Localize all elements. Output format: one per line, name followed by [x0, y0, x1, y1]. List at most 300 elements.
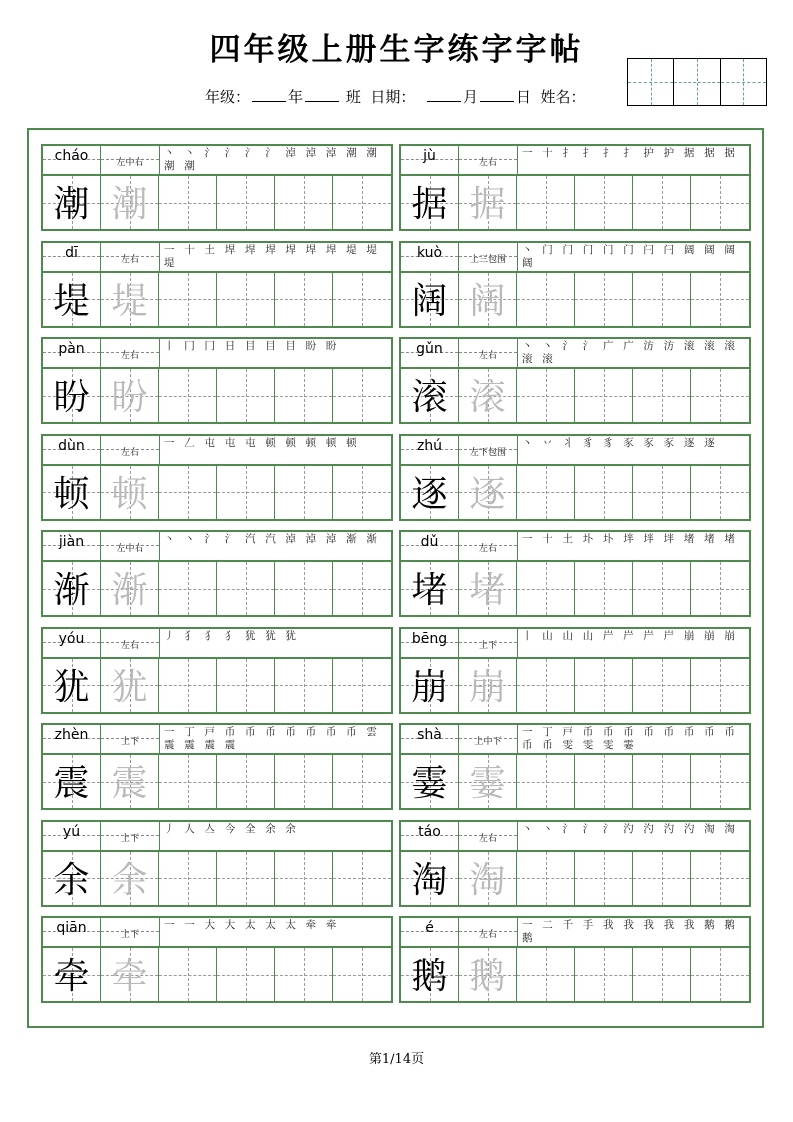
practice-cell[interactable] [275, 273, 333, 326]
trace-cell [101, 176, 159, 229]
practice-cell[interactable] [633, 852, 691, 905]
model-character: 堵 [411, 570, 448, 611]
name-cell[interactable] [721, 59, 766, 105]
structure-cell [459, 436, 518, 464]
practice-cell[interactable] [159, 659, 217, 712]
name-cell[interactable] [628, 59, 674, 105]
trace-cell [101, 948, 159, 1001]
structure-text: 左右 [478, 158, 497, 168]
pinyin-text: dǔ [420, 534, 439, 550]
writing-grid [399, 657, 751, 714]
writing-grid [399, 271, 751, 328]
practice-cell[interactable] [159, 948, 217, 1001]
stroke-order-cell [160, 532, 391, 560]
writing-grid [41, 850, 393, 907]
pinyin-text: kuò [416, 244, 443, 261]
practice-cell[interactable] [575, 273, 633, 326]
practice-cell[interactable] [333, 755, 391, 808]
structure-text: 左中右 [116, 158, 144, 168]
practice-cell[interactable] [575, 659, 633, 712]
practice-cell[interactable] [517, 176, 575, 229]
stroke-order-text: 丶 丶 氵 氵 氵 氵 淖 淖 淖 潮 潮 潮 潮 [164, 147, 381, 172]
practice-cell[interactable] [575, 755, 633, 808]
block-header [41, 241, 393, 271]
structure-text: 左右 [478, 544, 497, 554]
practice-cell[interactable] [633, 562, 691, 615]
day-label: 日 [515, 88, 531, 106]
character-block [399, 530, 751, 617]
practice-cell[interactable] [217, 562, 275, 615]
practice-cell[interactable] [691, 659, 749, 712]
pinyin-text: qiān [56, 920, 87, 936]
model-character: 阔 [411, 280, 448, 322]
block-header [399, 144, 751, 174]
practice-cell[interactable] [517, 369, 575, 422]
trace-character: 滚 [469, 377, 506, 418]
year-label: 年 [288, 88, 304, 106]
pinyin-cell [43, 629, 101, 657]
character-block [399, 241, 751, 328]
practice-cell[interactable] [633, 755, 691, 808]
practice-cell[interactable] [517, 948, 575, 1001]
stroke-order-cell [518, 822, 749, 850]
pinyin-cell [401, 532, 459, 560]
trace-character: 顿 [111, 473, 148, 515]
trace-cell [459, 852, 517, 905]
stroke-order-text: 丶 丶 氵 氵 汽 汽 淖 淖 淖 渐 渐 [164, 533, 381, 545]
pinyin-cell [401, 725, 459, 753]
structure-cell [459, 725, 518, 753]
writing-grid [41, 753, 393, 810]
practice-cell[interactable] [275, 948, 333, 1001]
writing-grid [41, 271, 393, 328]
writing-grid [399, 850, 751, 907]
character-block [399, 723, 751, 810]
stroke-order-cell [518, 629, 749, 657]
writing-grid [41, 367, 393, 424]
block-header [41, 144, 393, 174]
practice-cell[interactable] [691, 369, 749, 422]
pinyin-cell [401, 436, 459, 464]
structure-cell [459, 629, 518, 657]
pinyin-cell [401, 629, 459, 657]
writing-grid [41, 174, 393, 231]
practice-cell[interactable] [159, 562, 217, 615]
practice-cell[interactable] [217, 273, 275, 326]
structure-cell [459, 918, 518, 946]
practice-cell[interactable] [275, 466, 333, 519]
stroke-order-text: 丿 人 亼 今 全 余 余 [164, 822, 300, 835]
practice-cell[interactable] [217, 466, 275, 519]
name-writing-box[interactable] [627, 58, 767, 106]
block-header [399, 530, 751, 560]
pinyin-cell [401, 918, 459, 946]
practice-cell[interactable] [159, 273, 217, 326]
model-character: 霎 [411, 763, 448, 804]
trace-character: 余 [111, 859, 148, 901]
model-character: 渐 [53, 570, 90, 611]
model-cell [43, 369, 101, 422]
practice-cell[interactable] [691, 273, 749, 326]
model-cell [401, 659, 459, 712]
character-block [41, 820, 393, 907]
pinyin-text: táo [418, 823, 441, 840]
pinyin-text: pàn [58, 341, 85, 357]
practice-cell[interactable] [333, 562, 391, 615]
structure-cell [459, 822, 518, 850]
structure-cell [101, 725, 160, 753]
trace-character: 震 [111, 763, 148, 804]
stroke-order-text: 丶 丶 氵 氵 广 广 汸 汸 滚 滚 滚 滚 滚 [522, 340, 739, 365]
practice-cell[interactable] [691, 562, 749, 615]
model-cell [401, 466, 459, 519]
trace-cell [459, 659, 517, 712]
practice-cell[interactable] [517, 659, 575, 712]
structure-text: 左右 [478, 930, 497, 940]
structure-text: 左中右 [116, 544, 144, 554]
practice-cell[interactable] [633, 948, 691, 1001]
structure-text: 上三包围 [469, 254, 506, 265]
pinyin-text: cháo [54, 148, 89, 164]
pinyin-cell [43, 822, 101, 850]
pinyin-cell [43, 243, 101, 271]
model-character: 堤 [53, 280, 90, 322]
pinyin-text: yóu [58, 630, 85, 647]
trace-character: 犹 [111, 666, 148, 708]
stroke-order-text: 一 十 土 垾 垾 垾 垾 垾 垾 堤 堤 堤 [164, 243, 381, 269]
pinyin-text: dī [65, 244, 78, 261]
practice-cell[interactable] [633, 176, 691, 229]
name-label: 姓名： [540, 88, 586, 106]
writing-grid [399, 174, 751, 231]
structure-text: 左右 [478, 351, 497, 361]
trace-character: 盼 [111, 377, 148, 418]
practice-cell[interactable] [517, 562, 575, 615]
practice-cell[interactable] [333, 948, 391, 1001]
stroke-order-text: 一 丁 戸 币 币 币 币 币 币 币 雲 震 震 震 震 [164, 726, 381, 751]
practice-cell[interactable] [575, 176, 633, 229]
structure-text: 上下 [478, 640, 497, 651]
class-blank[interactable] [305, 89, 339, 102]
practice-cell[interactable] [691, 176, 749, 229]
block-header [399, 627, 751, 657]
stroke-order-cell [518, 918, 749, 946]
page-number: 第1/14页 [368, 1052, 425, 1067]
month-label: 月 [462, 88, 478, 106]
stroke-order-cell [160, 629, 391, 657]
practice-cell[interactable] [691, 852, 749, 905]
model-character: 顿 [53, 473, 90, 515]
character-block [41, 627, 393, 714]
stroke-order-text: 丶 丶 氵 氵 氵 汋 汋 汋 汋 淘 淘 [522, 822, 739, 835]
character-block [399, 144, 751, 231]
writing-grid [399, 367, 751, 424]
character-block [41, 337, 393, 424]
practice-cell[interactable] [217, 755, 275, 808]
block-header [41, 916, 393, 946]
writing-grid [399, 464, 751, 521]
writing-grid [399, 946, 751, 1003]
trace-cell [459, 273, 517, 326]
left-column [41, 144, 393, 1013]
model-cell [401, 562, 459, 615]
practice-cell[interactable] [517, 466, 575, 519]
pinyin-cell [43, 436, 101, 464]
practice-cell[interactable] [159, 466, 217, 519]
practice-cell[interactable] [333, 466, 391, 519]
pinyin-text: jù [423, 148, 436, 164]
writing-grid [41, 946, 393, 1003]
trace-character: 霎 [469, 763, 506, 804]
stroke-order-cell [160, 339, 391, 367]
character-block [41, 530, 393, 617]
pinyin-text: dùn [58, 437, 85, 454]
model-character: 鹅 [411, 956, 448, 997]
pinyin-cell [43, 918, 101, 946]
month-blank[interactable] [427, 89, 461, 102]
model-cell [401, 755, 459, 808]
practice-cell[interactable] [691, 948, 749, 1001]
pinyin-cell [43, 146, 101, 174]
character-block [41, 144, 393, 231]
model-cell [43, 176, 101, 229]
pinyin-cell [43, 339, 101, 367]
pinyin-cell [401, 822, 459, 850]
model-cell [43, 755, 101, 808]
writing-grid [41, 464, 393, 521]
structure-cell [101, 243, 160, 271]
character-block [399, 916, 751, 1003]
stroke-order-cell [518, 146, 749, 174]
model-character: 犹 [53, 666, 90, 708]
block-header [41, 627, 393, 657]
character-block [399, 627, 751, 714]
trace-character: 堵 [469, 570, 506, 611]
stroke-order-cell [160, 918, 391, 946]
trace-character: 鹅 [469, 956, 506, 997]
practice-cell[interactable] [333, 273, 391, 326]
practice-cell[interactable] [333, 369, 391, 422]
practice-cell[interactable] [333, 659, 391, 712]
grade-label: 年级： [205, 88, 251, 106]
practice-cell[interactable] [159, 176, 217, 229]
practice-cell[interactable] [517, 273, 575, 326]
character-block [399, 820, 751, 907]
stroke-order-cell [518, 339, 749, 367]
model-character: 淘 [411, 859, 448, 901]
writing-grid [399, 753, 751, 810]
practice-cell[interactable] [517, 755, 575, 808]
block-header [41, 723, 393, 753]
stroke-order-cell [518, 436, 749, 464]
practice-cell[interactable] [275, 176, 333, 229]
model-cell [43, 562, 101, 615]
practice-cell[interactable] [575, 369, 633, 422]
writing-grid [41, 657, 393, 714]
structure-cell [101, 532, 160, 560]
structure-cell [459, 339, 518, 367]
block-header [399, 916, 751, 946]
practice-cell[interactable] [159, 755, 217, 808]
trace-character: 渐 [111, 570, 148, 611]
stroke-order-cell [518, 243, 749, 271]
practice-cell[interactable] [217, 369, 275, 422]
practice-cell[interactable] [575, 466, 633, 519]
model-cell [401, 948, 459, 1001]
practice-cell[interactable] [633, 369, 691, 422]
pinyin-text: yú [62, 823, 81, 840]
model-cell [43, 466, 101, 519]
trace-cell [101, 562, 159, 615]
structure-text: 左右 [120, 447, 139, 458]
trace-character: 崩 [469, 666, 506, 708]
trace-cell [101, 369, 159, 422]
model-character: 震 [53, 763, 90, 804]
structure-text: 上中下 [474, 737, 502, 747]
structure-cell [101, 436, 160, 464]
structure-text: 上下 [120, 737, 139, 747]
structure-text: 左下包围 [469, 447, 506, 458]
practice-cell[interactable] [275, 852, 333, 905]
pinyin-cell [43, 532, 101, 560]
practice-cell[interactable] [217, 176, 275, 229]
structure-cell [459, 532, 518, 560]
structure-cell [101, 918, 160, 946]
practice-cell[interactable] [691, 755, 749, 808]
stroke-order-text: 一 二 千 手 我 我 我 我 我 鹅 鹅 鹅 [522, 919, 739, 944]
pinyin-text: zhèn [54, 727, 89, 743]
pinyin-text: bēng [411, 630, 448, 647]
structure-text: 上下 [120, 930, 139, 940]
practice-cell[interactable] [691, 466, 749, 519]
model-cell [43, 948, 101, 1001]
character-block [41, 434, 393, 521]
stroke-order-text: 一 十 土 圤 圤 坢 坢 坢 堵 堵 堵 [522, 533, 739, 545]
trace-cell [101, 755, 159, 808]
student-info-line [205, 86, 586, 107]
right-column [399, 144, 751, 1013]
stroke-order-text: 一 十 扌 扌 扌 扌 护 护 据 据 据 [522, 147, 739, 159]
model-character: 盼 [53, 377, 90, 418]
trace-cell [101, 273, 159, 326]
pinyin-cell [401, 339, 459, 367]
block-header [399, 820, 751, 850]
practice-cell[interactable] [275, 755, 333, 808]
block-header [41, 530, 393, 560]
trace-cell [459, 176, 517, 229]
character-block [399, 434, 751, 521]
grade-blank[interactable] [252, 89, 286, 102]
practice-cell[interactable] [575, 562, 633, 615]
structure-text: 左右 [120, 254, 139, 265]
model-character: 逐 [411, 473, 448, 515]
day-blank[interactable] [480, 89, 514, 102]
pinyin-text: shà [417, 727, 442, 743]
block-header [399, 723, 751, 753]
practice-cell[interactable] [633, 659, 691, 712]
model-cell [401, 273, 459, 326]
trace-character: 堤 [111, 280, 148, 322]
stroke-order-text: 一 丁 戸 币 币 币 币 币 币 币 币 币 币 雯 雯 雯 霎 [522, 726, 739, 751]
page-title: 四年级上册生字练字字帖 [209, 32, 584, 68]
stroke-order-cell [160, 436, 391, 464]
model-character: 滚 [411, 377, 448, 418]
block-header [41, 337, 393, 367]
structure-cell [459, 243, 518, 271]
stroke-order-cell [160, 146, 391, 174]
block-header [41, 434, 393, 464]
model-character: 潮 [53, 184, 90, 225]
trace-character: 淘 [469, 859, 506, 901]
structure-cell [459, 146, 518, 174]
character-block [41, 916, 393, 1003]
trace-cell [459, 466, 517, 519]
trace-character: 阔 [469, 280, 506, 322]
block-header [399, 434, 751, 464]
practice-cell[interactable] [217, 659, 275, 712]
character-block [399, 337, 751, 424]
date-label: 日期： [370, 88, 416, 106]
practice-cell[interactable] [633, 466, 691, 519]
block-header [399, 337, 751, 367]
stroke-order-cell [160, 822, 391, 850]
practice-cell[interactable] [159, 369, 217, 422]
practice-cell[interactable] [333, 176, 391, 229]
pinyin-text: zhú [416, 437, 443, 454]
pinyin-cell [43, 725, 101, 753]
stroke-order-text: 丶 丷 丬 豸 豸 豕 豕 豕 逐 逐 [522, 436, 718, 449]
structure-text: 左右 [120, 640, 139, 651]
writing-grid [399, 560, 751, 617]
pinyin-text: gǔn [416, 341, 443, 357]
pinyin-cell [401, 146, 459, 174]
structure-text: 左右 [120, 351, 139, 361]
stroke-order-cell [518, 532, 749, 560]
model-character: 余 [53, 859, 90, 901]
practice-cell[interactable] [275, 369, 333, 422]
model-cell [43, 659, 101, 712]
pinyin-text: é [425, 920, 434, 936]
trace-cell [459, 755, 517, 808]
name-cell[interactable] [674, 59, 720, 105]
practice-cell[interactable] [333, 852, 391, 905]
practice-cell[interactable] [575, 852, 633, 905]
practice-cell[interactable] [275, 562, 333, 615]
structure-text: 上下 [120, 833, 139, 844]
trace-cell [101, 466, 159, 519]
practice-cell[interactable] [633, 273, 691, 326]
practice-cell[interactable] [275, 659, 333, 712]
model-cell [43, 852, 101, 905]
practice-cell[interactable] [517, 852, 575, 905]
stroke-order-text: 丨 山 山 山 屵 屵 屵 屵 崩 崩 崩 [522, 629, 739, 642]
stroke-order-text: 丿 犭 犭 犭 犹 犹 犹 [164, 629, 300, 642]
model-cell [401, 176, 459, 229]
practice-cell[interactable] [217, 852, 275, 905]
structure-cell [101, 629, 160, 657]
trace-cell [101, 852, 159, 905]
structure-cell [101, 822, 160, 850]
practice-cell[interactable] [575, 948, 633, 1001]
stroke-order-text: 一 𠃋 屯 屯 屯 顿 顿 顿 顿 顿 [164, 436, 360, 449]
model-character: 崩 [411, 666, 448, 708]
model-character: 据 [411, 184, 448, 225]
practice-cell[interactable] [217, 948, 275, 1001]
block-header [399, 241, 751, 271]
practice-cell[interactable] [159, 852, 217, 905]
trace-character: 牵 [111, 956, 148, 997]
block-header [41, 820, 393, 850]
